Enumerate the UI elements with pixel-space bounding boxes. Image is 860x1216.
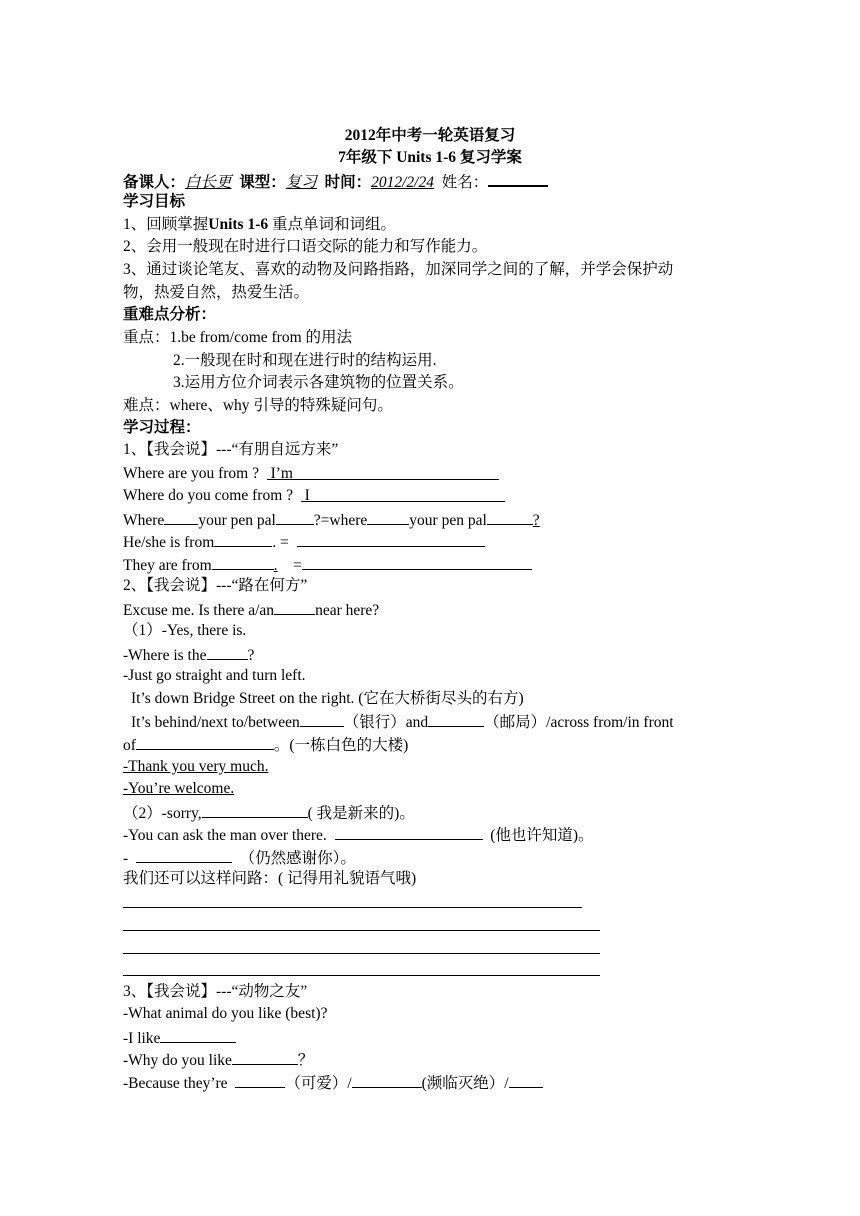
section1-title: 1、【我会说】---“有朋自远方来” bbox=[123, 441, 339, 458]
s2-line-7: of 。(一栋白色的大楼) bbox=[123, 734, 408, 756]
answer-blank[interactable] bbox=[302, 554, 532, 570]
process-heading: 学习过程： bbox=[123, 419, 201, 436]
answer-blank[interactable] bbox=[164, 509, 198, 525]
type-label: 课型： bbox=[239, 174, 286, 191]
info-line bbox=[123, 170, 548, 193]
page-subtitle: 7年级下 Units 1-6 复习学案 bbox=[338, 149, 522, 166]
answer-blank[interactable] bbox=[276, 509, 314, 525]
s3-line-4: -Because they’re （可爱）/ (濒临灭绝）/ bbox=[123, 1072, 543, 1094]
s3-line-1: -What animal do you like (best)? bbox=[123, 1005, 328, 1022]
s1-line-4: He/she is from . = bbox=[123, 531, 485, 553]
answer-blank[interactable] bbox=[136, 734, 274, 750]
s2-line-10: （2）-sorry, ( 我是新来的)。 bbox=[123, 802, 415, 824]
s3-line-3: -Why do you like ？ bbox=[123, 1049, 313, 1071]
answer-blank[interactable]: I bbox=[301, 486, 505, 502]
answer-blank[interactable] bbox=[335, 824, 483, 840]
answer-blank[interactable] bbox=[207, 644, 248, 660]
s2-line-12: - （仍然感谢你）。 bbox=[123, 847, 356, 869]
answer-blank[interactable] bbox=[136, 847, 232, 863]
s2-line-4: -Just go straight and turn left. bbox=[123, 667, 306, 684]
analysis-heading: 重难点分析： bbox=[123, 306, 217, 323]
answer-blank[interactable] bbox=[232, 1049, 298, 1065]
section2-title: 2、【我会说】---“路在何方” bbox=[123, 577, 308, 594]
answer-rule[interactable] bbox=[123, 953, 600, 954]
answer-blank[interactable]: I’m bbox=[267, 464, 499, 480]
goal-1: 1、回顾掌握Units 1-6 重点单词和词组。 bbox=[123, 216, 397, 233]
s2-line-8: -Thank you very much. bbox=[123, 758, 269, 775]
answer-blank[interactable] bbox=[487, 509, 533, 525]
preparer-value: 白长更 bbox=[185, 174, 232, 191]
difficult-point: 难点：where、why 引导的特殊疑问句。 bbox=[123, 397, 393, 414]
name-blank[interactable] bbox=[488, 170, 548, 187]
name-label: 姓名： bbox=[441, 174, 489, 191]
answer-blank[interactable] bbox=[160, 1027, 236, 1043]
goal-3a: 3、通过谈论笔友、喜欢的动物及问路指路，加深同学之间的了解，并学会保护动 bbox=[123, 261, 674, 278]
answer-rule[interactable] bbox=[123, 930, 600, 931]
s1-line-1: Where are you from ? I’m bbox=[123, 464, 499, 484]
answer-blank[interactable] bbox=[212, 554, 274, 570]
s3-line-2: -I like bbox=[123, 1027, 236, 1049]
key-point-2: 2.一般现在时和现在进行时的结构运用. bbox=[173, 352, 437, 369]
section3-title: 3、【我会说】---“动物之友” bbox=[123, 983, 308, 1000]
s2-line-3: -Where is the ? bbox=[123, 644, 254, 666]
s2-line-2: （1）-Yes, there is. bbox=[123, 622, 247, 639]
answer-blank[interactable] bbox=[352, 1072, 422, 1088]
s1-line-5: They are from . = bbox=[123, 554, 532, 576]
s2-line-1: Excuse me. Is there a/an near here? bbox=[123, 599, 379, 621]
goal-2: 2、会用一般现在时进行口语交际的能力和写作能力。 bbox=[123, 238, 488, 255]
s2-line-9: -You’re welcome. bbox=[123, 780, 235, 797]
s1-line-3: Where your pen pal ?=where your pen pal ? bbox=[123, 509, 540, 531]
answer-rule[interactable] bbox=[123, 907, 582, 908]
s2-line-6: It’s behind/next to/between （银行）and （邮局）/across from/in front bbox=[131, 711, 674, 733]
goals-heading: 学习目标 bbox=[123, 193, 186, 210]
answer-blank[interactable] bbox=[235, 1072, 285, 1088]
goal-3b: 物，热爱自然，热爱生活。 bbox=[123, 284, 310, 301]
time-value: 2012/2/24 bbox=[371, 174, 434, 191]
s1-line-2: Where do you come from ? I bbox=[123, 486, 505, 506]
answer-blank[interactable] bbox=[509, 1072, 543, 1088]
answer-blank[interactable] bbox=[300, 711, 344, 727]
preparer-label: 备课人： bbox=[123, 174, 186, 191]
s2-line-11: -You can ask the man over there. (他也许知道)。 bbox=[123, 824, 594, 846]
answer-rule[interactable] bbox=[123, 975, 600, 976]
s2-line-5: It’s down Bridge Street on the right. (它在大桥街尽头的右方) bbox=[131, 690, 524, 707]
answer-blank[interactable] bbox=[202, 802, 308, 818]
key-point-3: 3.运用方位介词表示各建筑物的位置关系。 bbox=[173, 374, 464, 391]
answer-blank[interactable] bbox=[274, 599, 315, 615]
type-value: 复习 bbox=[285, 174, 317, 191]
answer-blank[interactable] bbox=[214, 531, 272, 547]
page-title: 2012年中考一轮英语复习 bbox=[344, 127, 516, 144]
answer-blank[interactable] bbox=[297, 531, 485, 547]
time-label: 时间： bbox=[324, 174, 372, 191]
answer-blank[interactable] bbox=[428, 711, 484, 727]
key-point-1: 重点：1.be from/come from 的用法 bbox=[123, 329, 353, 346]
s2-line-13: 我们还可以这样问路：( 记得用礼貌语气哦) bbox=[123, 870, 417, 887]
answer-blank[interactable] bbox=[367, 509, 409, 525]
